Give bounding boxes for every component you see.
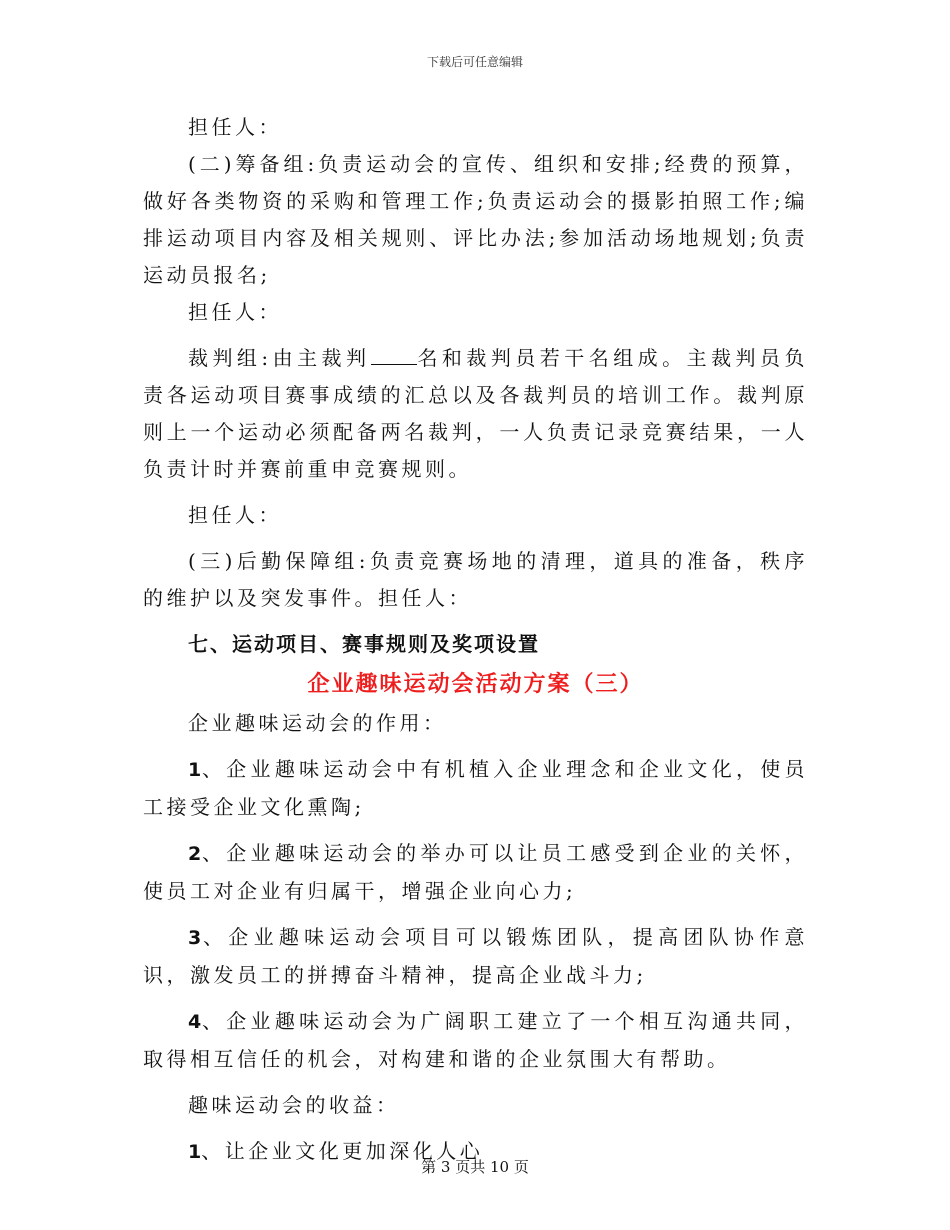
list-number: 3: [188, 927, 202, 949]
header-note: 下载后可任意编辑: [426, 55, 523, 69]
paragraph-referee-group: [143, 340, 808, 488]
page-number-footer: 第 3 页共 10 页: [421, 1158, 529, 1176]
list-number: 2: [188, 843, 202, 865]
list-text: 、企业趣味运动会中有机植入企业理念和企业文化，使员工接受企业文化熏陶;: [143, 757, 808, 819]
list-item-1: [143, 751, 808, 826]
paragraph-intro: 企业趣味运动会的作用：: [188, 711, 447, 735]
list-item-4: [143, 1003, 808, 1078]
list-item-3: [143, 919, 808, 994]
referee-text-pre: 裁判组:由主裁判: [188, 346, 371, 370]
list-item-2: [143, 835, 808, 910]
paragraph-preparation-group: (二)筹备组:负责运动会的宣传、组织和安排;经费的预算，做好各类物资的采购和管理工作;负责运动会的摄影拍照工作;编排运动项目内容及相关规则、评比办法;参加活动场地规划;负责运动员报名;: [143, 152, 808, 287]
list-number: 1: [188, 759, 202, 781]
list-number: 1: [188, 1141, 202, 1163]
plan-title: 企业趣味运动会活动方案（三）: [307, 672, 644, 697]
section-heading-7: 七、运动项目、赛事规则及奖项设置: [188, 632, 540, 656]
list-text: 、企业趣味运动会为广阔职工建立了一个相互沟通共同，取得相互信任的机会，对构建和谐的企业氛围大有帮助。: [143, 1009, 808, 1071]
list-text: 、企业趣味运动会项目可以锻炼团队，提高团队协作意识，激发员工的拼搏奋斗精神，提高企业战斗力;: [143, 925, 808, 987]
paragraph-responsible-2: 担任人：: [188, 300, 282, 324]
list-text: 、让企业文化更加深化人心: [201, 1139, 484, 1163]
list-number: 4: [188, 1011, 202, 1033]
paragraph-logistics-group: (三)后勤保障组:负责竞赛场地的清理，道具的准备，秩序的维护以及突发事件。担任人：: [143, 549, 808, 610]
paragraph-benefits: 趣味运动会的收益：: [188, 1093, 400, 1117]
paragraph-responsible-1: 担任人：: [188, 115, 282, 139]
referee-text-post: 名和裁判员若干名组成。主裁判员负责各运动项目赛事成绩的汇总以及各裁判员的培训工作。裁判原则上一个运动必须配备两名裁判，一人负责记录竞赛结果，一人负责计时并赛前重申竞赛规则。: [143, 346, 808, 481]
document-body: [143, 109, 808, 1171]
list-text: 、企业趣味运动会的举办可以让员工感受到企业的关怀，使员工对企业有归属干，增强企业向心力;: [143, 841, 808, 903]
fill-in-blank: [371, 346, 417, 365]
paragraph-responsible-3: 担任人：: [188, 503, 282, 527]
